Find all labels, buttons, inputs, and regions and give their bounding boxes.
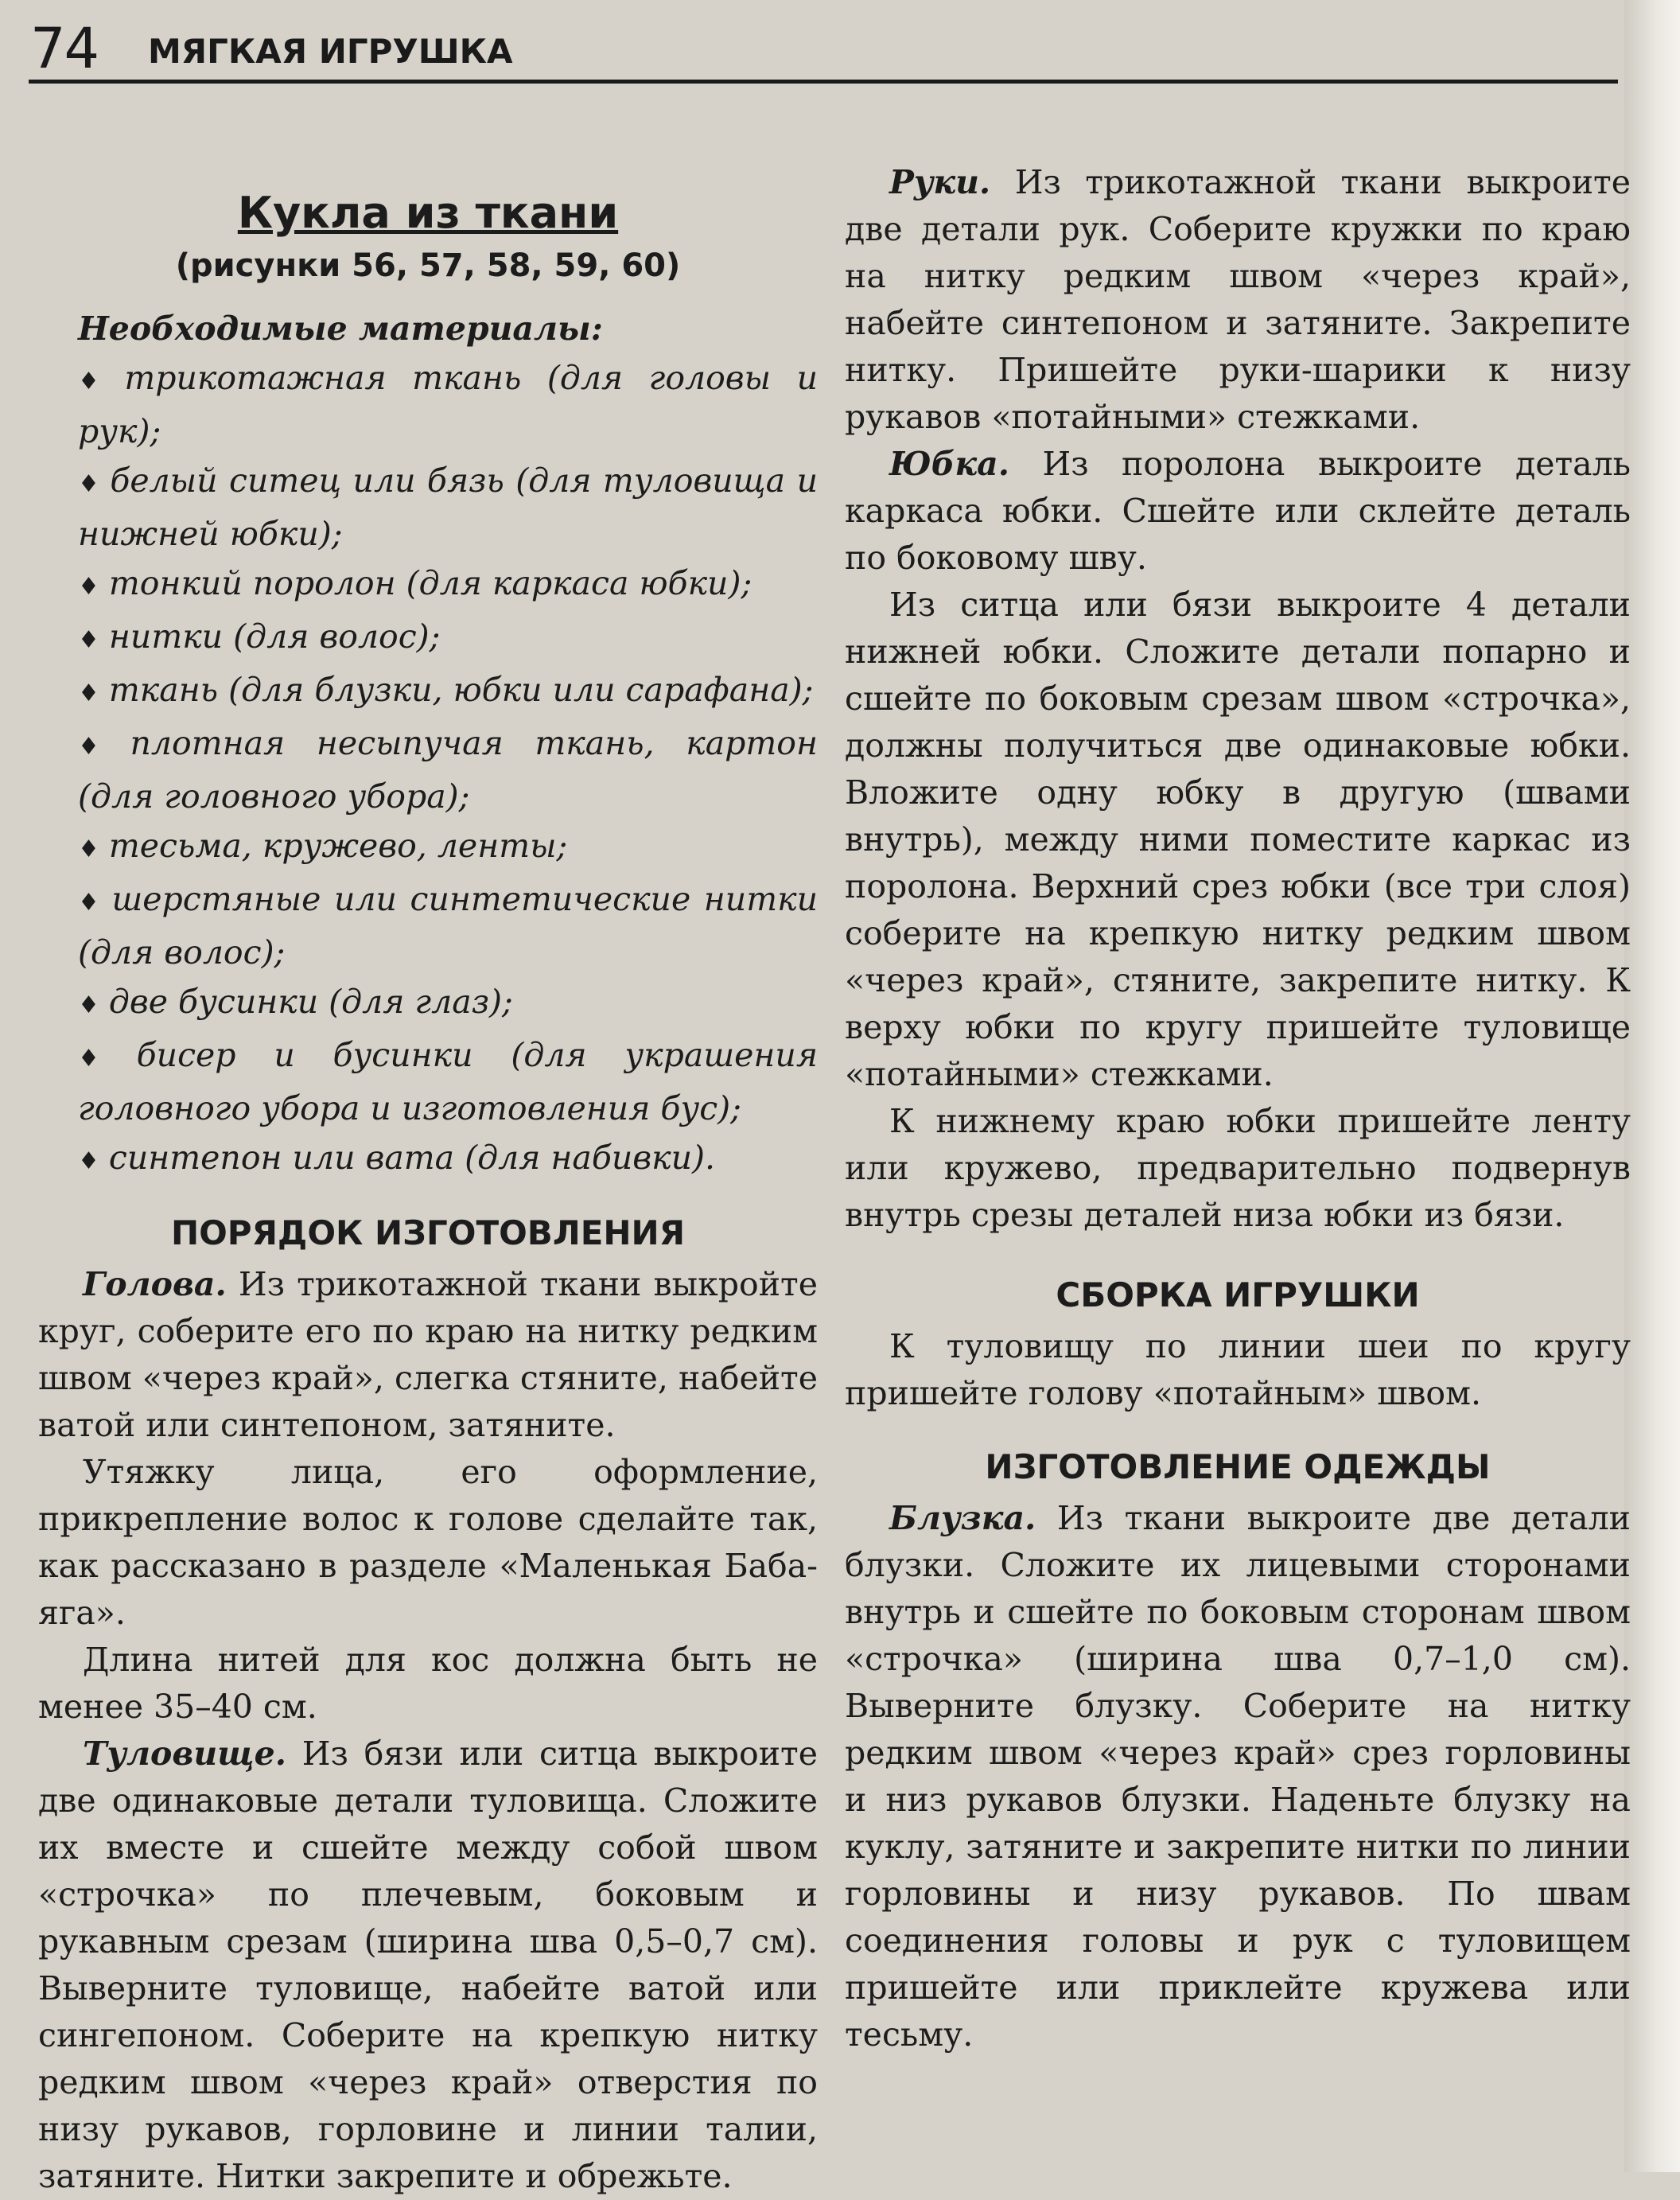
skirt-lead: Юбка.	[889, 445, 1009, 483]
procedure-heading: ПОРЯДОК ИЗГОТОВЛЕНИЯ	[170, 1213, 686, 1252]
materials-list	[38, 353, 818, 1186]
blouse-paragraph: Блузка. Из ткани выкроите две детали блузки. Сложите их лицевыми сторонами внутрь и сшейте по боковым сторонам швом «строчка» (ширина шва 0,7–1,0 см). Выверните блузку. Соберите на нитку редким швом «через край» срез горловины и низ рукавов блузки. Наденьте блузку на куклу, затяните и закрепите нитки по линии горловины и низу рукавов. По швам соединения головы и рук с туловищем пришейте или приклейте кружева или тесьму.	[845, 1499, 1631, 2054]
diamond-bullet-icon: ♦	[78, 991, 99, 1019]
face-paragraph: Утяжку лица, его оформление, прикрепление волос к голове сделайте так, как рассказано в разделе «Маленькая Баба-яга».	[38, 1453, 818, 1632]
diamond-bullet-icon: ♦	[78, 733, 121, 761]
skirt-paragraph-3: К нижнему краю юбки пришейте ленту или кружево, предварительно подвернув внутрь срезы деталей низа юбки из бязи.	[845, 1102, 1631, 1234]
page-number: 74	[30, 16, 99, 81]
left-column	[38, 159, 818, 2200]
list-item: ♦ тесьма, кружево, ленты;	[78, 827, 568, 865]
materials-heading: Необходимые материалы:	[78, 310, 603, 348]
skirt-paragraph: Юбка. Из поролона выкроите деталь каркаса юбки. Сшейте или склейте деталь по боковому шву.	[845, 445, 1631, 577]
torso-lead: Туловище.	[83, 1735, 286, 1773]
list-item: ♦ бисер и бусинки (для украшения головного убора и изготовления бус);	[78, 1036, 818, 1127]
assembly-paragraph: К туловищу по линии шеи по кругу пришейте голову «потайным» швом.	[845, 1327, 1631, 1412]
list-item: ♦ две бусинки (для глаз);	[78, 983, 513, 1021]
head-lead: Голова.	[83, 1265, 227, 1303]
torso-paragraph: Туловище. Из бязи или ситца выкроите две одинаковые детали туловища. Сложите их вместе и сшейте между собой швом «строчка» по плечевым, боковым и рукавным срезам (ширина шва 0,5–0,7 см). Выверните туловище, набейте ватой или сингепоном. Соберите на крепкую нитку редким швом «через край» отверстия по низу рукавов, горловине и линии талии, затяните. Нитки закрепите и обрежьте.	[38, 1735, 818, 2195]
list-item: ♦ трикотажная ткань (для головы и рук);	[78, 359, 818, 450]
list-item: ♦ синтепон или вата (для набивки).	[78, 1139, 716, 1177]
skirt-paragraph-2: Из ситца или бязи выкроите 4 детали нижней юбки. Сложите детали попарно и сшейте по боковым срезам швом «строчка», должны получиться две одинаковые юбки. Вложите одну юбку в другую (швами внутрь), между ними поместите каркас из поролона. Верхний срез юбки (все три слоя) соберите на крепкую нитку редким швом «через край», стяните, закрепите нитку. К верху юбки по кругу пришейте туловище «потайными» стежками.	[845, 586, 1631, 1093]
diamond-bullet-icon: ♦	[78, 889, 103, 917]
page-header	[29, 11, 1618, 84]
list-item: ♦ ткань (для блузки, юбки или сарафана);	[78, 671, 814, 709]
assembly-heading: СБОРКА ИГРУШКИ	[1056, 1275, 1420, 1314]
diamond-bullet-icon: ♦	[78, 1147, 99, 1175]
article-title: Кукла из ткани	[237, 188, 619, 238]
clothes-heading: ИЗГОТОВЛЕНИЕ ОДЕЖДЫ	[985, 1447, 1491, 1486]
diamond-bullet-icon: ♦	[78, 573, 99, 601]
diamond-bullet-icon: ♦	[78, 470, 101, 498]
diamond-bullet-icon: ♦	[78, 626, 99, 654]
article-subtitle: (рисунки 56, 57, 58, 59, 60)	[175, 247, 681, 284]
list-item: ♦ шерстяные или синтетические нитки (для волос);	[78, 880, 818, 972]
length-paragraph: Длина нитей для кос должна быть не менее 35–40 см.	[38, 1641, 818, 1726]
arms-lead: Руки.	[889, 163, 991, 201]
list-item: ♦ белый ситец или бязь (для туловища и нижней юбки);	[78, 461, 818, 553]
list-item: ♦ плотная несыпучая ткань, картон (для головного убора);	[78, 724, 818, 816]
diamond-bullet-icon: ♦	[78, 679, 99, 707]
list-item: ♦ нитки (для волос);	[78, 617, 441, 656]
diamond-bullet-icon: ♦	[78, 835, 99, 863]
page-edge	[1624, 0, 1680, 2172]
head-paragraph: Голова. Из трикотажной ткани выкройте круг, соберите его по краю на нитку редким швом «через край», слегка стяните, набейте ватой или синтепоном, затяните.	[38, 1265, 818, 1444]
right-column	[845, 159, 1631, 2058]
arms-paragraph: Руки. Из трикотажной ткани выкроите две детали рук. Соберите кружки по краю на нитку редким швом «через край», набейте синтепоном и затяните. Закрепите нитку. Пришейте руки-шарики к низу рукавов «потайными» стежками.	[845, 163, 1631, 436]
diamond-bullet-icon: ♦	[78, 368, 115, 395]
diamond-bullet-icon: ♦	[78, 1045, 127, 1073]
running-head: МЯГКАЯ ИГРУШКА	[148, 32, 513, 71]
blouse-lead: Блузка.	[889, 1499, 1036, 1537]
list-item: ♦ тонкий поролон (для каркаса юбки);	[78, 564, 752, 602]
